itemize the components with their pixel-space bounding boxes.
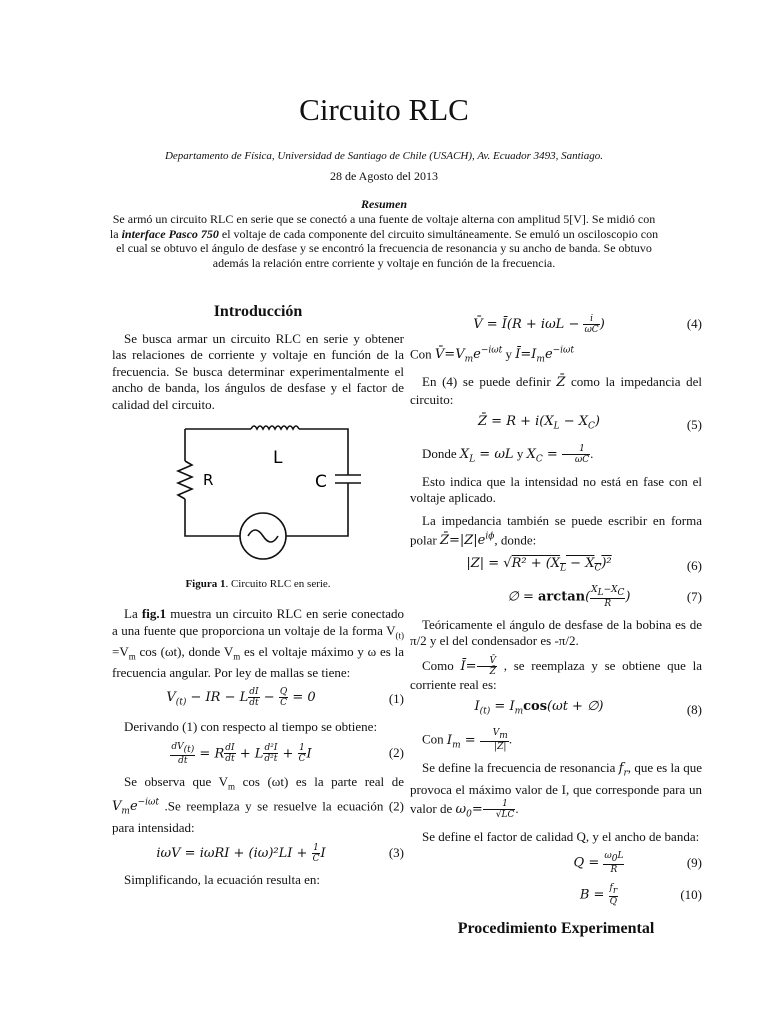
- equation-1-number: (1): [388, 690, 404, 706]
- paper-date: 28 de Agosto del 2013: [330, 169, 438, 183]
- phase-note: Esto indica que la intensidad no está en fase con el voltaje aplicado.: [410, 473, 702, 506]
- figure-1-caption: Figura 1. Circuito RLC en serie.: [185, 577, 331, 590]
- left-column: [112, 300, 404, 894]
- real-current-paragraph: Como Ī= $\frac{V̄}{Z̄}$ , se reemplaza y se obtiene que la corriente real es:: [410, 655, 702, 692]
- impedance-definition: En (4) se puede definir Z̄ como la impedancia del circuito:: [410, 374, 702, 407]
- equation-3-number: (3): [388, 844, 404, 860]
- simplify-paragraph: Simplificando, la ecuación resulta en:: [124, 871, 321, 887]
- intro-paragraph: Se busca armar un circuito RLC en serie y obtener las relaciones de corriente y voltaje en función de la frecuencia. Se busca determinar experimentalmente el ancho de banda, los ángulos de desfase y el factor de calidad del circuito.: [112, 330, 404, 412]
- equation-9-number: (9): [686, 854, 702, 870]
- paper-title: Circuito RLC: [299, 92, 469, 127]
- equation-3: iωV = iωRI + (iω)²LI + $\frac{1}{C}$ I (3): [156, 842, 404, 864]
- equation-5-number: (5): [686, 416, 702, 432]
- equation-7: ∅ = arctan( $\frac{XL-XC}{R}$ ) (7): [507, 585, 702, 609]
- fig1-paragraph: La fig.1 muestra un circuito RLC en serie conectado a una fuente que proporciona un voltaje de la forma $V_{(t)} =V_m$ cos (ωt), donde $V_m$ es el voltaje máximo y ω es la frecuencia angular. Por ley de mallas se tiene:: [112, 606, 404, 680]
- phase-angle-paragraph: Teóricamente el ángulo de desfase de la bobina es de π/2 y el del condensador es -π/2.: [410, 616, 702, 649]
- label-L: L: [273, 448, 283, 468]
- equation-7-number: (7): [686, 588, 702, 604]
- equation-9: Q = $\frac{\omega 0L}{R}$ (9): [573, 851, 702, 875]
- abstract-text: Se armó un circuito RLC en serie que se conectó a una fuente de voltaje alterna con amplitud 5[V]. Se midió con la interface Pasco 750 el voltaje de cada componente del circuito simultáneamente. Se emuló un osciloscopio con el cual se obtuvo el ángulo de desfase y se encontró la frecuencia de resonancia y su ancho de banda. Se obtuvo además la relación entre corriente y voltaje en función de la frecuencia.: [109, 212, 659, 270]
- label-R: R: [203, 471, 214, 489]
- right-column: [410, 300, 702, 947]
- reactance-definition: Donde $X_L = \omega L$ y $X_C$ = $\frac{1}{\omega C}$ .: [422, 443, 594, 465]
- phasor-definition: Con $V̄=V_me^{-i\omega t}$ y $Ī=I_me^{-i\omega t}$: [410, 346, 575, 365]
- equation-2: $\frac{dV(t)}{dt}$ = R $\frac{dI}{dt}$ + L $\frac{\text{d²I}}{\text{d²t}}$ + $\frac{1}{C}$ I (2): [171, 741, 404, 766]
- section-heading-introduccion: Introducción: [213, 303, 303, 320]
- label-C: C: [315, 472, 327, 492]
- polar-form-paragraph: La impedancia también se puede escribir en forma polar $Z̄=|Z|e^{i\phi}$, donde:: [410, 512, 702, 549]
- equation-8-number: (8): [686, 701, 702, 717]
- derive-paragraph: Derivando (1) con respecto al tiempo se obtiene:: [124, 719, 378, 735]
- equation-6-number: (6): [686, 558, 702, 574]
- section-heading-procedimiento: Procedimiento Experimental: [457, 919, 655, 937]
- equation-5: Z̄ = $R + i(X_L - X_C)$ (5): [478, 414, 702, 433]
- equation-4: V̄ = Ī(R + iωL − $\frac{i}{\omega C}$ ) (4): [473, 314, 702, 335]
- rlc-circuit-diagram: [153, 419, 363, 567]
- abstract-emphasis: interface Pasco 750: [121, 226, 219, 241]
- equation-10-number: (10): [680, 886, 702, 902]
- equation-2-number: (2): [388, 745, 404, 761]
- equation-4-number: (4): [686, 316, 702, 332]
- resonance-paragraph: Se define la frecuencia de resonancia $f_r$, que es la que provoca el máximo valor de I, que corresponde para un valor de $\omega_0=$ $\frac{1}{√LC}$ .: [410, 759, 702, 820]
- abstract-heading: Resumen: [360, 197, 407, 211]
- quality-factor-paragraph: Se define el factor de calidad Q, y el ancho de banda:: [422, 828, 700, 844]
- figure-1: [112, 419, 404, 572]
- real-part-paragraph: Se observa que $V_m$ cos (ωt) es la parte real de $V_me^{-i\omega t}$ .Se reemplaza y se resuelve la ecuación (2) para intensidad:: [112, 773, 404, 836]
- equation-6: $|Z| = √R^2 + (X_L - X_C)^2$ (6): [466, 555, 702, 574]
- im-definition: Con $I_m$ = $\frac{Vm}{|Z|}$ .: [422, 728, 513, 753]
- equation-8: $I_{(t)} = I_m\cos(\omega t$ + ∅) (8): [474, 699, 702, 717]
- equation-1: $V_{(t)}$ − IR − L $\frac{dI}{dt}$ − $\frac{Q}{C}$ = 0 (1): [166, 687, 404, 709]
- affiliation: Departamento de Física, Universidad de Santiago de Chile (USACH), Av. Ecuador 3493, Santiago.: [164, 150, 603, 162]
- equation-10: B = $\frac{fr}{Q}$ (10): [579, 882, 702, 907]
